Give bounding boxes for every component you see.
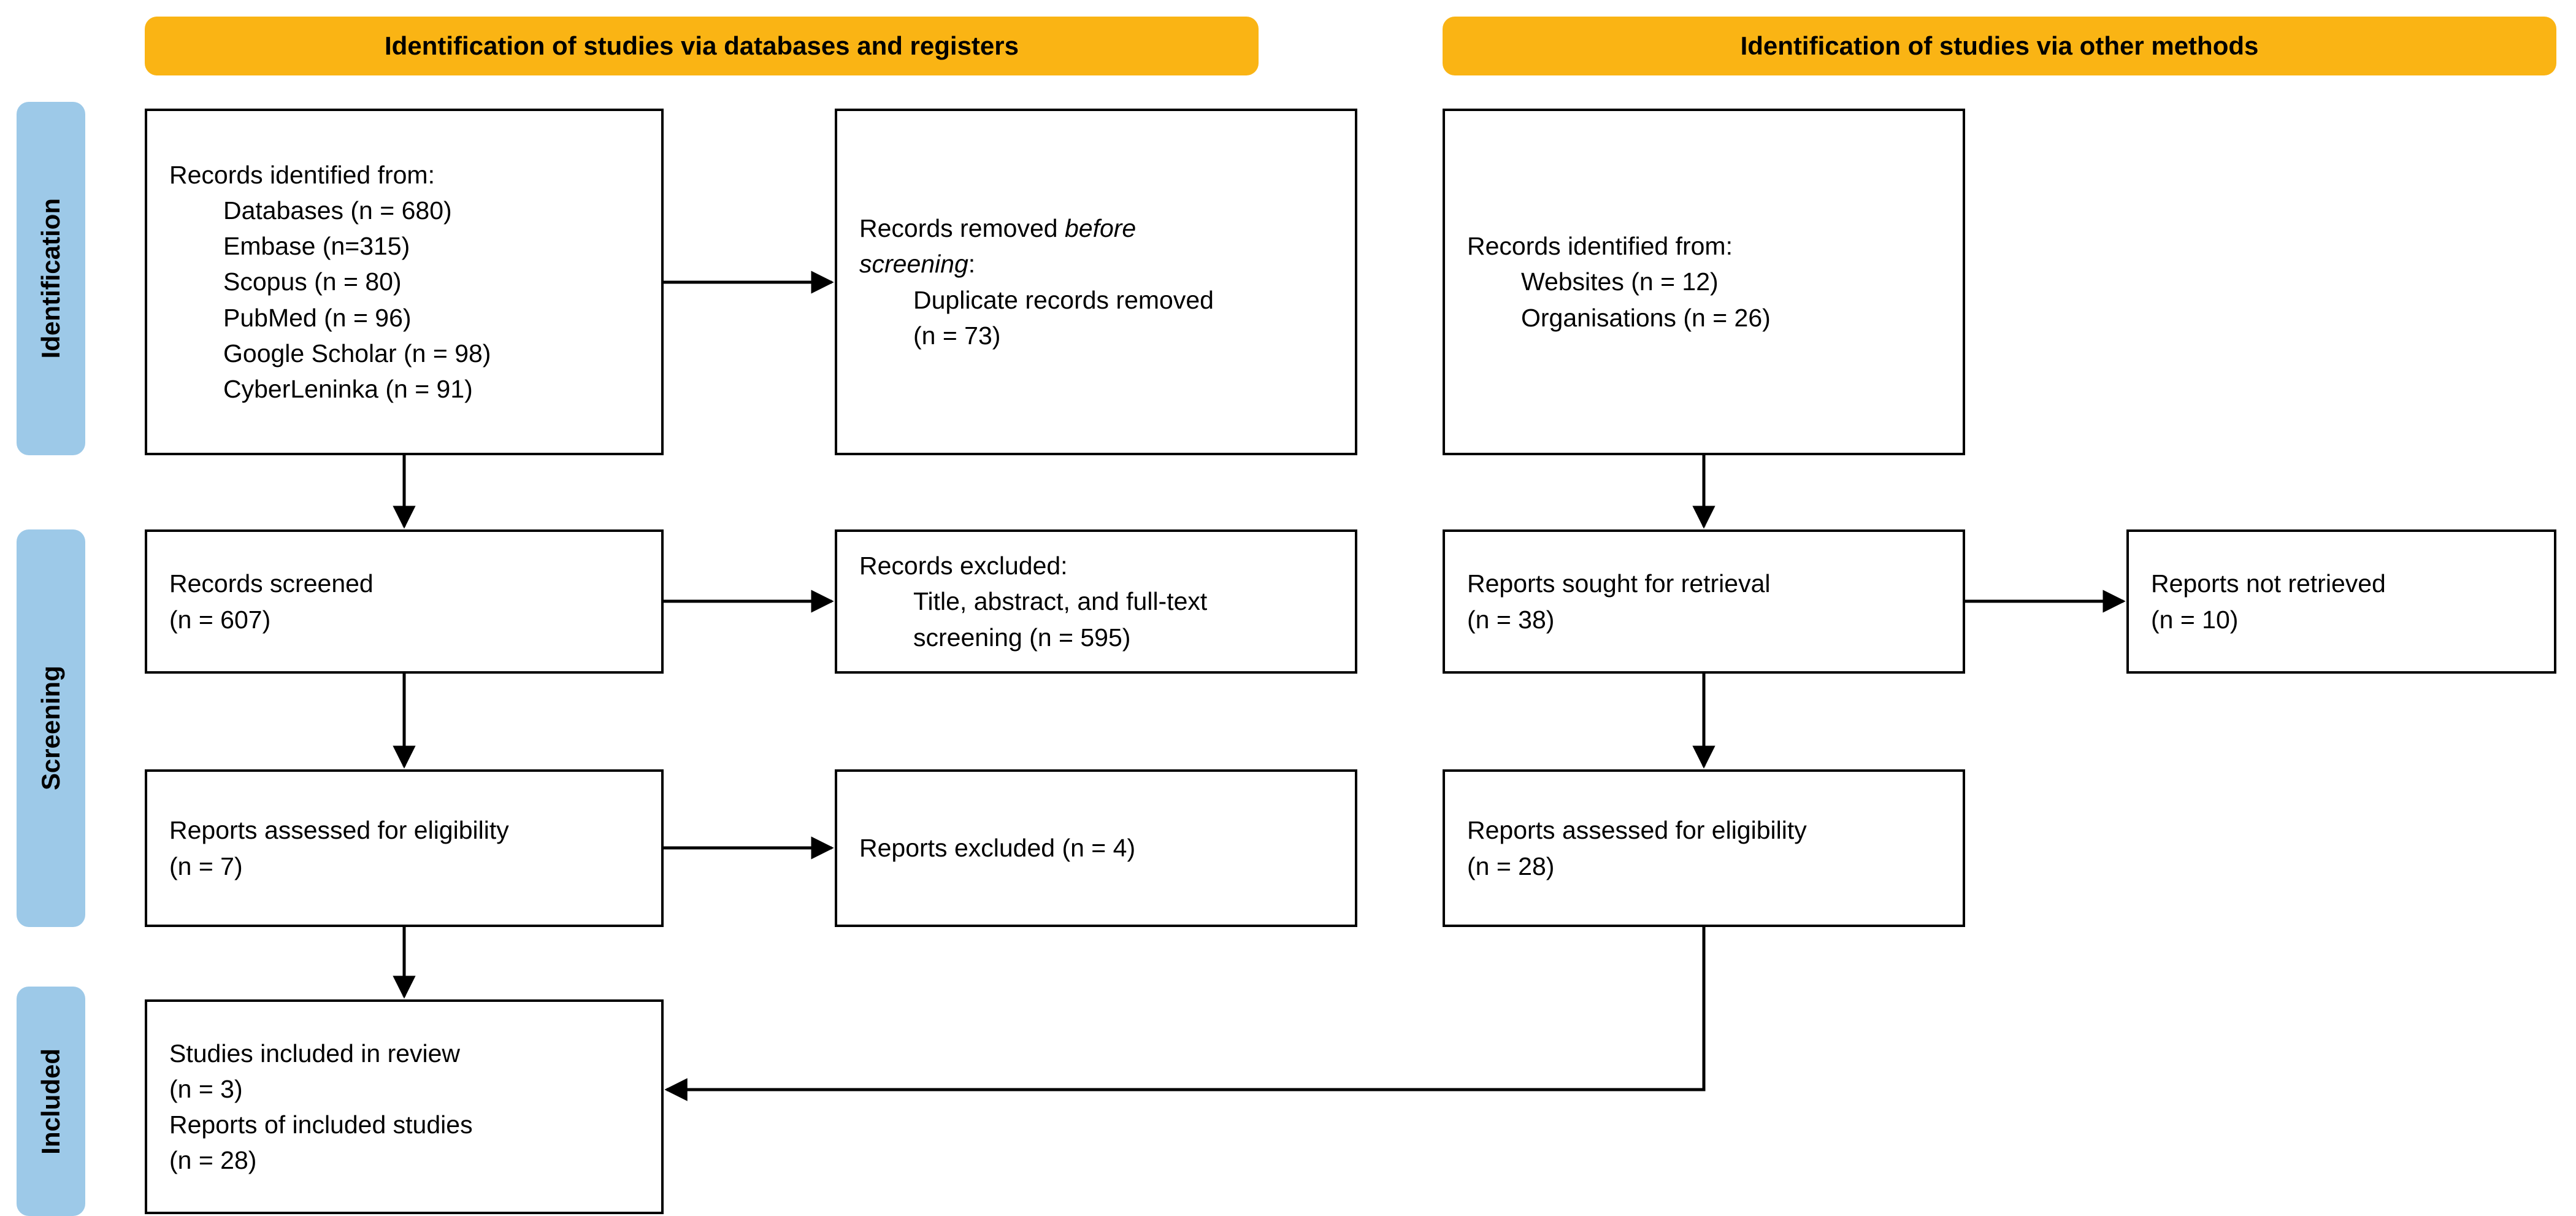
box-line: Reports assessed for eligibility <box>1467 816 1807 845</box>
header-other-methods <box>1443 17 2556 75</box>
box-records-identified-other <box>1443 109 1965 455</box>
box-reports-assessed-other <box>1443 769 1965 927</box>
stage-screening <box>17 529 85 927</box>
stage-identification-label: Identification <box>36 198 65 359</box>
box-line: (n = 28) <box>1467 852 1555 880</box>
box-line: Records screened <box>169 569 374 598</box>
box-title: Records identified from: <box>169 160 435 189</box>
stage-included <box>17 987 85 1216</box>
stage-screening-label: Screening <box>36 666 65 791</box>
box-item: Duplicate records removed <box>913 285 1214 314</box>
stage-identification <box>17 102 85 455</box>
box-item: PubMed (n = 96) <box>223 303 412 332</box>
box-records-screened <box>145 529 664 674</box>
box-title: Records identified from: <box>1467 232 1733 261</box>
box-records-removed <box>835 109 1357 455</box>
box-item: screening (n = 595) <box>913 623 1131 652</box>
box-item: Scopus (n = 80) <box>223 267 402 296</box>
box-item: Google Scholar (n = 98) <box>223 339 491 367</box>
box-title: Records excluded: <box>859 552 1068 580</box>
text-fragment-italic: screening <box>859 250 968 279</box>
box-line: Reports of included studies <box>169 1110 473 1139</box>
box-item: Databases (n = 680) <box>223 196 452 225</box>
box-item: Organisations (n = 26) <box>1521 303 1771 332</box>
box-line: Reports not retrieved <box>2151 569 2386 598</box>
arrow-assessed-other-to-included <box>667 927 1704 1090</box>
box-item: Title, abstract, and full-text <box>913 587 1208 616</box>
text-fragment: : <box>968 250 976 279</box>
box-studies-included <box>145 999 664 1214</box>
box-line: Reports excluded (n = 4) <box>859 834 1136 863</box>
box-line: Studies included in review <box>169 1039 461 1068</box>
box-records-identified-databases <box>145 109 664 455</box>
box-title <box>859 210 1333 246</box>
stage-included-label: Included <box>36 1048 65 1155</box>
box-item: Embase (n=315) <box>223 232 410 261</box>
header-other-label: Identification of studies via other methods <box>1740 31 2259 60</box>
box-reports-assessed-databases <box>145 769 664 927</box>
header-databases-registers <box>145 17 1259 75</box>
box-records-excluded <box>835 529 1357 674</box>
text-fragment-italic: before <box>1064 214 1137 243</box>
box-reports-sought <box>1443 529 1965 674</box>
box-line: (n = 3) <box>169 1074 243 1103</box>
box-line: (n = 28) <box>169 1146 257 1175</box>
box-reports-not-retrieved <box>2126 529 2556 674</box>
box-item: Websites (n = 12) <box>1521 267 1719 296</box>
box-line: (n = 607) <box>169 605 271 634</box>
box-line: (n = 10) <box>2151 605 2239 634</box>
box-item: (n = 73) <box>913 321 1001 350</box>
header-databases-label: Identification of studies via databases and registers <box>385 31 1019 60</box>
box-title-line2 <box>859 246 1333 282</box>
box-reports-excluded <box>835 769 1357 927</box>
box-line: Reports assessed for eligibility <box>169 816 509 845</box>
box-line: (n = 7) <box>169 852 243 880</box>
box-line: Reports sought for retrieval <box>1467 569 1771 598</box>
text-fragment: Records removed <box>859 214 1065 243</box>
box-item: CyberLeninka (n = 91) <box>223 375 473 404</box>
box-line: (n = 38) <box>1467 605 1555 634</box>
